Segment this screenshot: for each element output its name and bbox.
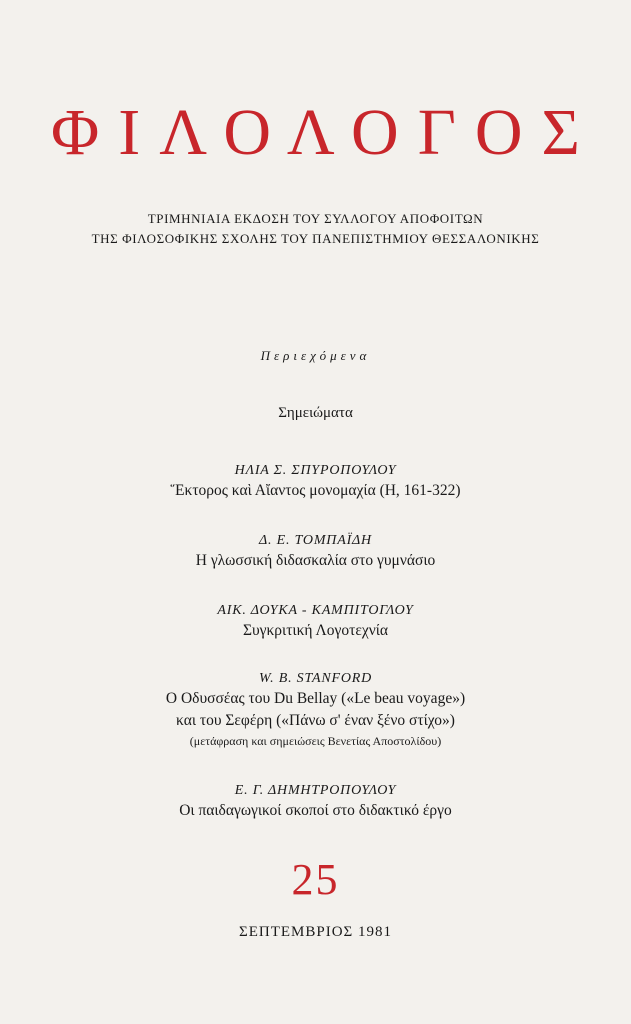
issue-date: ΣΕΠΤΕΜΒΡΙΟΣ 1981 (238, 924, 393, 940)
journal-title: ΦΙΛΟΛΟΓΟΣ (51, 96, 599, 169)
entry-author: ΗΛΙΑ Σ. ΣΠΥΡΟΠΟΥΛΟΥ (234, 463, 397, 478)
entry-author: Ε. Γ. ΔΗΜΗΤΡΟΠΟΥΛΟΥ (234, 783, 397, 798)
entry-author: ΑΙΚ. ΔΟΥΚΑ - ΚΑΜΠΙΤΟΓΛΟΥ (217, 603, 414, 618)
journal-subtitle-line-2: ΤΗΣ ΦΙΛΟΣΟΦΙΚΗΣ ΣΧΟΛΗΣ ΤΟΥ ΠΑΝΕΠΙΣΤΗΜΙΟΥ ΘΕΣΣΑΛΟΝΙΚΗΣ (91, 231, 540, 246)
section-heading: Σημειώματα (278, 405, 353, 421)
entry-title: Συγκριτική Λογοτεχνία (242, 622, 389, 639)
entry-note: (μετάφραση και σημειώσεις Βενετίας Αποστολίδου) (189, 734, 442, 748)
entry-title-line-1: Ο Οδυσσέας του Du Bellay («Le beau voyage») (165, 690, 466, 707)
contents-entry (0, 782, 631, 822)
contents-heading: Περιεχόμενα (260, 348, 371, 363)
journal-subtitle-line-1: ΤΡΙΜΗΝΙΑΙΑ ΕΚΔΟΣΗ ΤΟΥ ΣΥΛΛΟΓΟΥ ΑΠΟΦΟΙΤΩΝ (147, 211, 484, 226)
entry-author: Δ. Ε. ΤΟΜΠΑΪΔΗ (259, 533, 372, 548)
contents-entry (0, 602, 631, 642)
entry-title: Ἕκτορος καὶ Αἴαντος μονομαχία (Η, 161-322) (170, 482, 461, 499)
entry-author: W. B. STANFORD (258, 671, 373, 686)
contents-entry (0, 532, 631, 572)
contents-entry (0, 670, 631, 750)
issue-number: 25 (291, 855, 340, 904)
entry-title: Οι παιδαγωγικοί σκοποί στο διδακτικό έργο (179, 802, 452, 819)
entry-title: Η γλωσσική διδασκαλία στο γυμνάσιο (195, 552, 436, 569)
entry-title-line-2: και του Σεφέρη («Πάνω σ' έναν ξένο στίχο») (176, 712, 455, 729)
contents-entry (0, 462, 631, 502)
